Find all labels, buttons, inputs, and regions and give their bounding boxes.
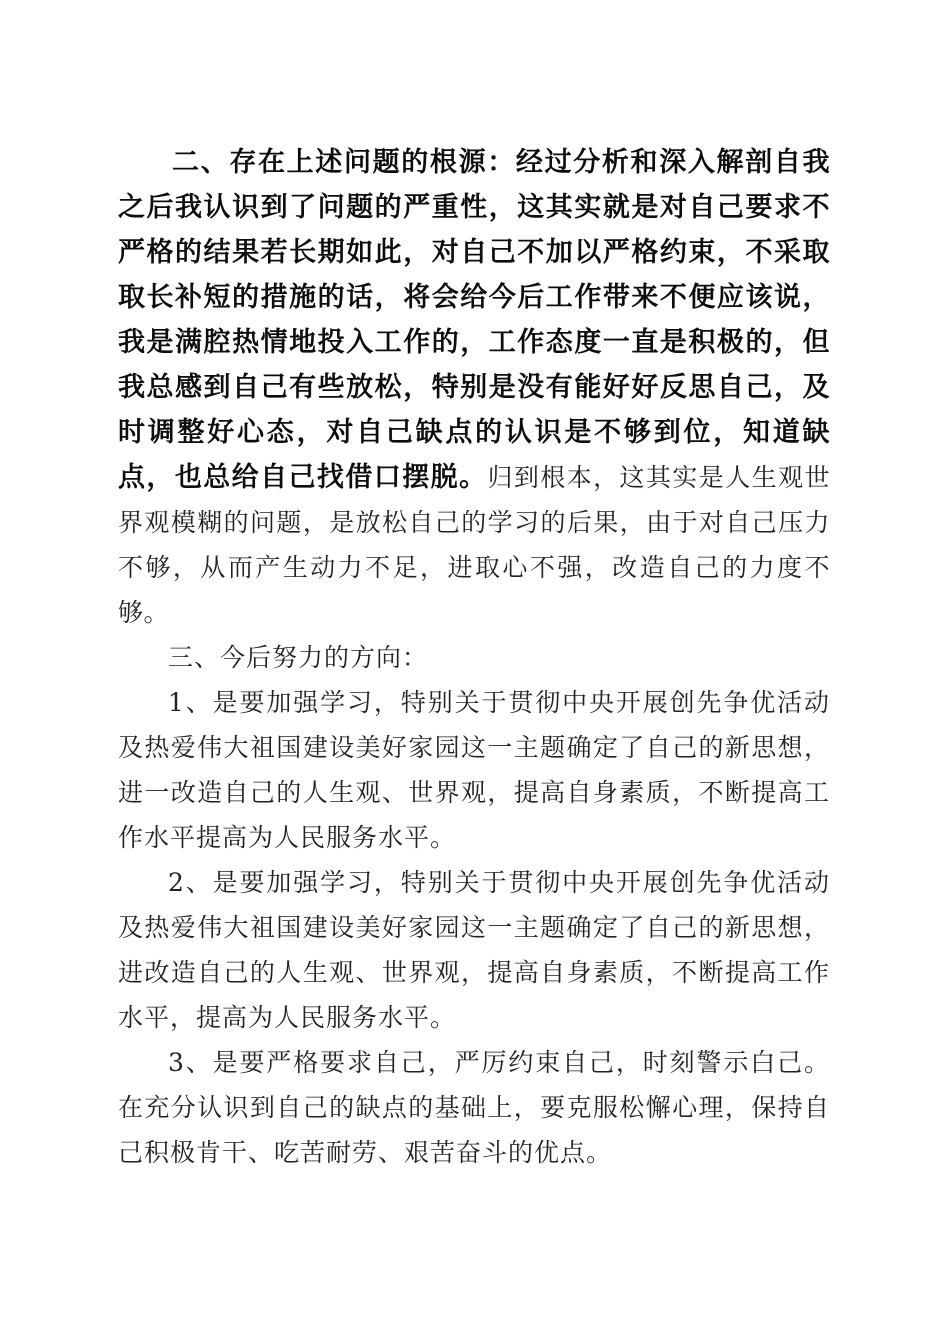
section2-normal-text: 归到根本，这其实是人生观世界观模糊的问题，是放松自己的学习的后果，由于对自己压力不够，从而产生动力不足，进取心不强，改造自己的力度不够。 <box>118 463 830 627</box>
section2-bold-text: 二、存在上述问题的根源：经过分析和深入解剖自我之后我认识到了问题的严重性，这其实就是对自己要求不严格的结果若长期如此，对自己不加以严格约束，不采取取长补短的措施的话，将会给今后工作带来不便应该说，我是满腔热情地投入工作的，工作态度一直是积极的，但我总感到自己有些放松，特别是没有能好好反思自己，及时调整好心态，对自己缺点的认识是不够到位，知道缺点，也总给自己找借口摆脱。 <box>118 147 830 493</box>
section2-paragraph <box>118 140 830 635</box>
list-item-3: 3、是要严格要求自己，严厉约束自己，时刻警示白己。在充分认识到自己的缺点的基础上，要克服松懈心理，保持自己积极肯干、吃苦耐劳、艰苦奋斗的优点。 <box>118 1048 830 1167</box>
list-item-2: 2、是要加强学习，特别关于贯彻中央开展创先争优活动及热爱伟大祖国建设美好家园这一主题确定了自己的新思想，进改造自己的人生观、世界观，提高自身素质，不断提高工作水平，提高为人民服务水平。 <box>118 868 830 1032</box>
document-body <box>118 140 830 1175</box>
section3-heading: 三、今后努力的方向： <box>168 643 429 672</box>
list-item-1: 1、是要加强学习，特别关于贯彻中央开展创先争优活动及热爱伟大祖国建设美好家园这一主题确定了自己的新思想，进一改造自己的人生观、世界观，提高自身素质，不断提高工作水平提高为人民服务水平。 <box>118 688 830 852</box>
